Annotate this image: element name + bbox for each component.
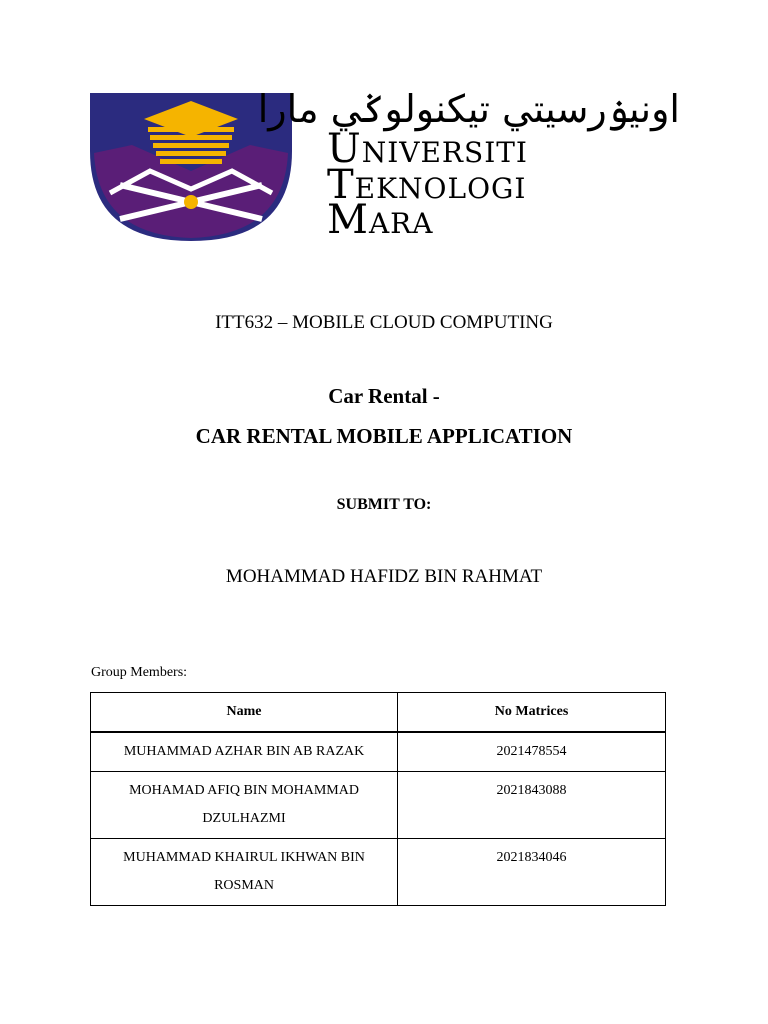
member-matric: 2021478554 [398,732,666,772]
project-title-line-2: CAR RENTAL MOBILE APPLICATION [195,424,573,448]
group-members-table [90,692,666,906]
member-matric: 2021834046 [398,839,666,906]
table-header-row [91,693,666,733]
group-members-label: Group Members: [91,665,188,680]
table-row [91,839,666,906]
project-title-line-1: Car Rental - [328,384,440,408]
table-row [91,772,666,839]
member-name: MUHAMMAD AZHAR BIN AB RAZAK [91,732,398,772]
header-matric: No Matrices [398,693,666,733]
member-name: MUHAMMAD KHAIRUL IKHWAN BIN ROSMAN [91,839,398,906]
lecturer-name: MOHAMMAD HAFIDZ BIN RAHMAT [225,566,543,587]
header-name: Name [91,693,398,733]
table-row [91,732,666,772]
logo-name-line-3: Mara [327,197,434,243]
logo-name-line-1: Universiti [327,126,528,172]
jawi-logo-text: اونيۏرسيتي تيكنولوݢي مارا [257,87,680,131]
member-matric: 2021843088 [398,772,666,839]
logo-name-line-2: Teknologi [327,162,527,208]
course-title: ITT632 – MOBILE CLOUD COMPUTING [215,312,553,333]
member-name: MOHAMAD AFIQ BIN MOHAMMAD DZULHAZMI [91,772,398,839]
submit-to-label: SUBMIT TO: [336,496,432,513]
